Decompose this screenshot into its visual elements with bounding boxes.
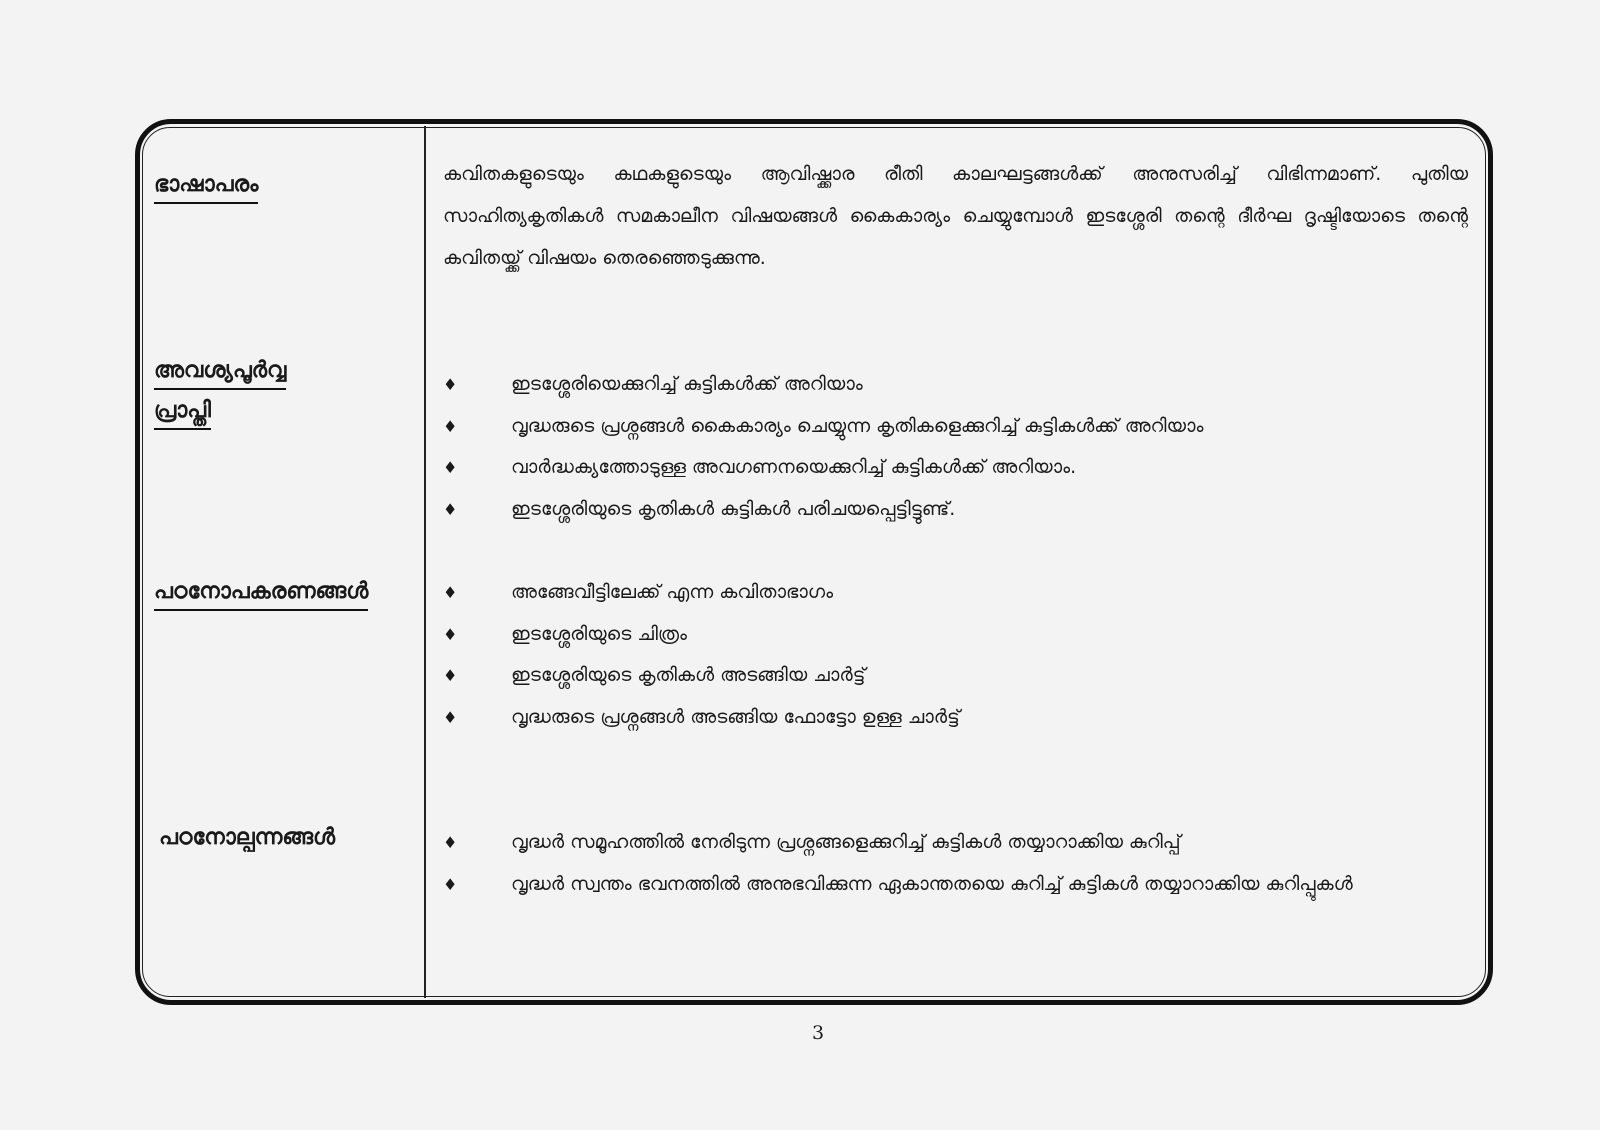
list-padanolpannangal bbox=[443, 822, 1468, 905]
diamond-bullet-icon: ♦ bbox=[443, 375, 458, 394]
heading-bhashaparam bbox=[154, 165, 258, 205]
diamond-bullet-icon: ♦ bbox=[443, 458, 458, 477]
diamond-bullet-icon: ♦ bbox=[443, 707, 458, 727]
list-item: ♦ വൃദ്ധർ സ്വന്തം ഭവനത്തിൽ അനുഭവിക്കുന്ന ഏകാന്തതയെ കുറിച്ച് കുട്ടികൾ തയ്യാറാക്കിയ കുറിപ്പുകൾ bbox=[443, 864, 1468, 906]
diamond-bullet-icon: ♦ bbox=[443, 624, 458, 644]
diamond-bullet-icon: ♦ bbox=[443, 499, 458, 519]
list-item: ♦ ഇടശ്ശേരിയുടെ ചിത്രം bbox=[443, 614, 1468, 656]
heading-padanolpannangal bbox=[159, 818, 335, 858]
list-item: ♦ ഇടശ്ശേരിയുടെ കൃതികൾ കുട്ടികൾ പരിചയപ്പെട്ടിട്ടുണ്ട്. bbox=[443, 489, 1468, 531]
heading-padanopakaranangal bbox=[154, 572, 368, 612]
heading-text-line1: അവശ്യപൂർവ്വ bbox=[154, 354, 286, 390]
page-number: 3 bbox=[811, 1022, 825, 1044]
column-divider bbox=[424, 126, 426, 998]
heading-text-line2: പ്രാപ്തി bbox=[154, 394, 211, 430]
diamond-bullet-icon: ♦ bbox=[443, 583, 458, 602]
list-item: ♦ വൃദ്ധരുടെ പ്രശ്നങ്ങൾ അടങ്ങിയ ഫോട്ടോ ഉള്ള ചാർട്ട് bbox=[443, 697, 1468, 739]
diamond-bullet-icon: ♦ bbox=[443, 416, 458, 436]
diamond-bullet-icon: ♦ bbox=[443, 874, 458, 894]
list-avashyapoorva bbox=[443, 364, 1468, 530]
list-item: ♦ വൃദ്ധർ സമൂഹത്തിൽ നേരിടുന്ന പ്രശ്നങ്ങളെക്കുറിച്ച് കുട്ടികൾ തയ്യാറാക്കിയ കുറിപ്പ് bbox=[443, 822, 1468, 864]
heading-text: ഭാഷാപരം bbox=[154, 168, 258, 204]
list-item: ♦ വൃദ്ധരുടെ പ്രശ്നങ്ങൾ കൈകാര്യം ചെയ്യുന്ന കൃതികളെക്കുറിച്ച് കുട്ടികൾക്ക് അറിയാം bbox=[443, 406, 1468, 448]
heading-text: പഠനോല്പന്നങ്ങൾ bbox=[159, 825, 336, 850]
heading-avashyapoorva bbox=[154, 351, 286, 431]
diamond-bullet-icon: ♦ bbox=[443, 833, 458, 852]
list-padanopakaranangal bbox=[443, 572, 1468, 738]
diamond-bullet-icon: ♦ bbox=[443, 666, 458, 685]
list-item: ♦ വാർദ്ധക്യത്തോടുള്ള അവഗണനയെക്കുറിച്ച് കുട്ടികൾക്ക് അറിയാം. bbox=[443, 447, 1468, 489]
list-item: ♦ ഇടശ്ശേരിയെക്കുറിച്ച് കുട്ടികൾക്ക് അറിയാം bbox=[443, 364, 1468, 406]
paragraph-bhashaparam: കവിതകളുടെയും കഥകളുടെയും ആവിഷ്ക്കാര രീതി കാലഘട്ടങ്ങൾക്ക് അനുസരിച്ച് വിഭിന്നമാണ്. പുതിയ സാഹിത്യകൃതികൾ സമകാലീന വിഷയങ്ങൾ കൈകാര്യം ചെയ്യുമ്പോൾ ഇടശ്ശേരി തന്റെ ദീർഘ ദൃഷ്ടിയോടെ തന്റെ കവിതയ്ക്ക് വിഷയം തെരഞ്ഞെടുക്കുന്നു. bbox=[443, 163, 1468, 269]
list-item: ♦ ഇടശ്ശേരിയുടെ കൃതികൾ അടങ്ങിയ ചാർട്ട് bbox=[443, 655, 1468, 697]
heading-text: പഠനോപകരണങ്ങൾ bbox=[154, 575, 368, 611]
list-item: ♦ അങ്ങേവീട്ടിലേക്ക് എന്ന കവിതാഭാഗം bbox=[443, 572, 1468, 614]
